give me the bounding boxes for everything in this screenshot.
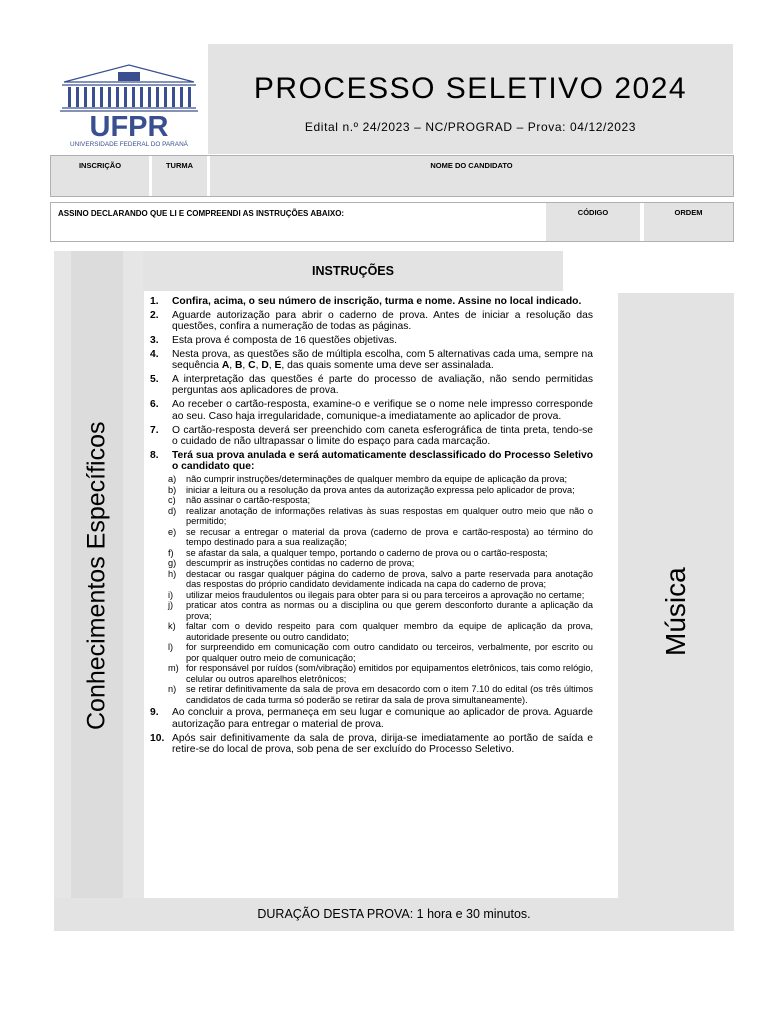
separator: ,	[255, 360, 262, 372]
ordem-field[interactable]	[644, 203, 733, 241]
sub-item-text: realizar anotação de informações relativas às suas respostas em qualquer outro meio que não o permitido;	[186, 505, 593, 527]
inscricao-label: INSCRIÇÃO	[78, 161, 122, 170]
sub-item-letter: d)	[168, 505, 177, 516]
alternative-d: D	[261, 360, 269, 372]
instruction-text-part: , das quais somente uma deve ser assinalada.	[281, 360, 494, 372]
instruction-item	[146, 399, 593, 422]
instruction-item	[146, 335, 593, 346]
inscricao-field[interactable]	[51, 156, 149, 196]
instruction-item	[146, 425, 593, 448]
instruction-text: Ao concluir a prova, permaneça em seu lugar e comunique ao aplicador de prova. Aguarde autorização para entregar o material de prova.	[172, 707, 593, 730]
instruction-item	[146, 349, 593, 372]
sub-item-text: for responsável por ruídos (som/vibração) emitidos por equipamentos eletrônicos, tais como relógio, celular ou outros aparelhos eletrônicos;	[186, 663, 593, 684]
instruction-item	[146, 310, 593, 333]
sub-item-text: não assinar o cartão-resposta;	[186, 495, 311, 506]
instruction-number: 10.	[150, 732, 165, 744]
logo-text: UFPR	[89, 111, 169, 143]
instruction-text: Ao receber o cartão-resposta, examine-o e verifique se o nome nele impresso corresponde ao seu. Caso haja irregularidade, comunique-a imediatamente ao aplicador de prova.	[172, 399, 593, 422]
sub-item	[168, 569, 593, 590]
subject-area-label: Conhecimentos Específicos	[82, 421, 111, 731]
sub-item	[168, 527, 593, 548]
sub-item	[168, 642, 593, 663]
instruction-item	[146, 374, 593, 397]
ordem-label: ORDEM	[674, 208, 703, 217]
sub-item	[168, 621, 593, 642]
sub-item	[168, 548, 593, 559]
separator: ,	[268, 360, 275, 372]
sub-item-letter: m)	[168, 663, 179, 674]
university-building-icon	[58, 62, 200, 148]
sub-item-letter: j)	[168, 600, 174, 611]
instruction-number: 4.	[150, 348, 159, 360]
codigo-field[interactable]	[546, 203, 640, 241]
sub-item-text: utilizar meios fraudulentos ou ilegais para obter para si ou para terceiros a aprovação no certame;	[186, 589, 585, 600]
instruction-number: 6.	[150, 399, 159, 411]
instruction-text: Esta prova é composta de 16 questões objetivas.	[172, 335, 397, 347]
duration-band	[54, 898, 734, 931]
candidate-info-row	[50, 155, 734, 197]
instruction-text: A interpretação das questões é parte do processo de avaliação, não sendo permitidas perguntas aos aplicadores de prova.	[172, 374, 593, 397]
logo-subtext: UNIVERSIDADE FEDERAL DO PARANÁ	[70, 141, 188, 148]
right-side-band	[618, 293, 734, 931]
sub-item-letter: f)	[168, 547, 174, 558]
sub-item	[168, 485, 593, 496]
instruction-text: Confira, acima, o seu número de inscrição, turma e nome. Assine no local indicado.	[172, 296, 582, 307]
turma-field[interactable]	[152, 156, 207, 196]
sub-item	[168, 506, 593, 527]
instruction-number: 5.	[150, 374, 159, 386]
alternative-e: E	[274, 360, 282, 372]
instruction-number: 3.	[150, 335, 159, 347]
sub-item-letter: b)	[168, 484, 177, 495]
sub-item	[168, 600, 593, 621]
alternative-a: A	[221, 360, 230, 372]
instruction-text-part: Nesta prova, as questões são de múltipla escolha, com 5 alternativas cada uma, sempre na sequência	[172, 348, 593, 372]
instructions-title: INSTRUÇÕES	[143, 251, 563, 291]
sub-item-text: praticar atos contra as normas ou a disciplina ou que gerem desconforto durante a aplicação da prova;	[186, 600, 593, 621]
instruction-number: 9.	[150, 707, 159, 719]
edital-subtitle: Edital n.º 24/2023 – NC/PROGRAD – Prova: 04/12/2023	[304, 120, 637, 134]
sub-item-text: for surpreendido em comunicação com outro candidato ou terceiros, verbalmente, por escrito ou por qualquer outro meio de comunicação;	[186, 642, 593, 663]
header-box	[208, 44, 733, 154]
sub-item-letter: k)	[168, 621, 176, 632]
codigo-label: CÓDIGO	[577, 208, 609, 217]
left-side-label-box	[71, 251, 123, 901]
instruction-text: O cartão-resposta deverá ser preenchido com caneta esferográfica de tinta preta, tendo-se o cuidado de não ultrapassar o limite do espaço para cada marcação.	[172, 424, 593, 447]
instruction-text: Aguarde autorização para abrir o caderno de prova. Antes de iniciar a resolução das questões, confira a numeração de todas as páginas.	[172, 309, 593, 333]
instruction-item	[146, 450, 593, 473]
exam-duration: DURAÇÃO DESTA PROVA: 1 hora e 30 minutos.	[257, 907, 531, 921]
instructions-list	[146, 296, 593, 758]
instruction-item	[146, 707, 593, 730]
instruction-number: 7.	[150, 424, 159, 436]
page-title: PROCESSO SELETIVO 2024	[253, 72, 688, 105]
signature-row	[50, 202, 734, 242]
sub-item	[168, 495, 593, 506]
instruction-text: Terá sua prova anulada e será automaticamente desclassificado do Processo Seletivo o candidato que:	[172, 449, 594, 473]
disqualification-list	[146, 474, 593, 705]
sub-item-text: se afastar da sala, a qualquer tempo, portando o caderno de prova ou o cartão-resposta;	[186, 547, 548, 558]
instruction-number: 2.	[150, 309, 159, 321]
instruction-text	[172, 349, 593, 372]
sub-item-text: descumprir as instruções contidas no caderno de prova;	[186, 558, 415, 569]
sub-item	[168, 663, 593, 684]
sub-item-text: faltar com o devido respeito para com qualquer membro da equipe de aplicação da prova, autoridade presente ou outro candidato;	[186, 621, 593, 642]
sub-item-text: se retirar definitivamente da sala de prova em desacordo com o item 7.10 do edital (os três últimos candidatos de cada turma só poderão se retirar da sala de prova simultaneamente).	[186, 684, 593, 705]
nome-label: NOME DO CANDIDATO	[430, 161, 513, 170]
sub-item-letter: a)	[168, 474, 177, 485]
instruction-number: 8.	[150, 449, 159, 461]
nome-field[interactable]	[210, 156, 733, 196]
alternative-b: B	[234, 360, 243, 372]
sub-item-text: não cumprir instruções/determinações de qualquer membro da equipe de aplicação da prova;	[186, 474, 567, 485]
sub-item-letter: n)	[168, 684, 177, 695]
sub-item	[168, 558, 593, 569]
sub-item-text: se recusar a entregar o material da prova (caderno de prova e cartão-resposta) ao término do tempo destinado para a sua realização;	[186, 526, 593, 548]
turma-label: TURMA	[165, 161, 194, 170]
sub-item-letter: g)	[168, 558, 177, 569]
sub-item	[168, 590, 593, 601]
course-label: Música	[660, 567, 691, 657]
sub-item-letter: c)	[168, 495, 176, 506]
sub-item-text: iniciar a leitura ou a resolução da prova antes da autorização expressa pelo aplicador de prova;	[186, 484, 575, 495]
sub-item-letter: h)	[168, 568, 177, 579]
alternative-c: C	[248, 360, 256, 372]
sub-item-text: destacar ou rasgar qualquer página do caderno de prova, salvo a parte reservada para anotação das respostas do próprio candidato devidamente indicada na capa do caderno de prova;	[186, 568, 593, 590]
separator: ,	[229, 360, 235, 372]
instruction-number: 1.	[150, 296, 159, 307]
signature-declaration: ASSINO DECLARANDO QUE LI E COMPREENDI AS INSTRUÇÕES ABAIXO:	[58, 209, 345, 218]
ufpr-logo	[58, 62, 200, 148]
instruction-text: Após sair definitivamente da sala de prova, dirija-se imediatamente ao portão de saída e retire-se do local de prova, sob pena de ser excluído do Processo Seletivo.	[172, 732, 593, 755]
sub-item	[168, 684, 593, 705]
sub-item-letter: e)	[168, 526, 177, 537]
sub-item	[168, 474, 593, 485]
sub-item-letter: i)	[168, 589, 174, 600]
sub-item-letter: l)	[168, 642, 174, 653]
instruction-item	[146, 733, 593, 756]
instruction-item	[146, 296, 593, 307]
separator: ,	[242, 360, 249, 372]
